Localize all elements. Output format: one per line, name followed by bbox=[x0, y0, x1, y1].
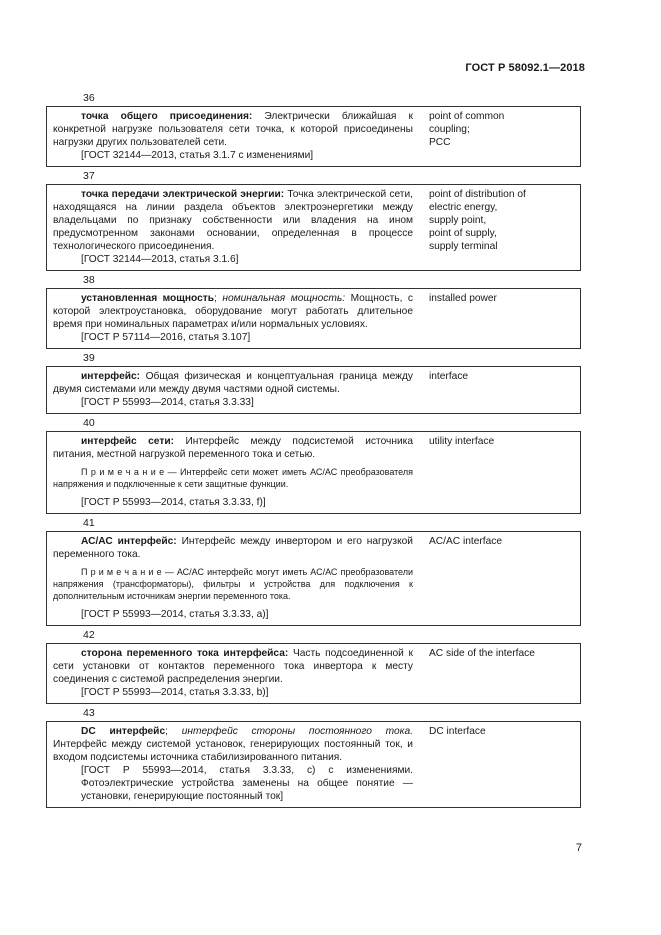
term-entry bbox=[46, 288, 581, 349]
source-reference: [ГОСТ Р 55993—2014, статья 3.3.33, с) с изменениями. Фотоэлектрические устройства заменены на общее понятие — установки, генерирующие постоянный ток] bbox=[81, 765, 413, 802]
note bbox=[53, 466, 413, 490]
term-definition-cell bbox=[47, 532, 417, 625]
english-term-cell bbox=[417, 289, 580, 348]
definition-text: Часть подсоединенной к сети установки от контактов переменного тока инвертора к месту соединения с системой распределения энергии. bbox=[53, 648, 413, 685]
definition-paragraph bbox=[53, 188, 413, 253]
english-term-cell bbox=[417, 532, 580, 625]
term-definition-cell bbox=[47, 185, 417, 270]
english-term-line: interface bbox=[429, 371, 469, 382]
english-term-cell bbox=[417, 722, 580, 807]
term-number: 36 bbox=[83, 92, 95, 104]
english-term-line: electric energy, bbox=[429, 202, 498, 213]
synonym-separator: ; bbox=[214, 293, 217, 304]
term-definition-cell bbox=[47, 432, 417, 513]
term-entry bbox=[46, 106, 581, 167]
english-term-cell bbox=[417, 107, 580, 166]
english-term-line: supply terminal bbox=[429, 241, 498, 252]
term-title: точка передачи электрической энергии: bbox=[81, 189, 285, 200]
term-synonym: интерфейс стороны постоянного тока. bbox=[181, 726, 413, 737]
definition-paragraph bbox=[53, 110, 413, 149]
term-entry bbox=[46, 721, 581, 808]
term-title: АС/АС интерфейс: bbox=[81, 536, 177, 547]
english-term-line: AC side of the interface bbox=[429, 648, 535, 659]
term-number: 37 bbox=[83, 170, 95, 182]
english-term-line: utility interface bbox=[429, 436, 495, 447]
term-title: сторона переменного тока интерфейса: bbox=[81, 648, 289, 659]
english-term-line: DC interface bbox=[429, 726, 486, 737]
term-definition-cell bbox=[47, 644, 417, 703]
term-definition-cell bbox=[47, 107, 417, 166]
english-term-line: point of distribution of bbox=[429, 189, 526, 200]
english-term-cell bbox=[417, 367, 580, 413]
note-label: П р и м е ч а н и е bbox=[81, 467, 165, 477]
term-definition-cell bbox=[47, 289, 417, 348]
term-synonym: номинальная мощность: bbox=[222, 293, 346, 304]
definition-paragraph bbox=[53, 435, 413, 461]
term-title: интерфейс: bbox=[81, 371, 141, 382]
source-reference: [ГОСТ Р 55993—2014, статья 3.3.33] bbox=[81, 397, 254, 408]
definition-text: Электрически ближайшая к конкретной нагрузке пользователя сети точка, к которой присоединены нагрузки других пользователей сети. bbox=[53, 111, 413, 148]
synonym-separator: ; bbox=[165, 726, 168, 737]
term-entry bbox=[46, 531, 581, 626]
source-reference: [ГОСТ Р 55993—2014, статья 3.3.33, f)] bbox=[81, 497, 266, 508]
term-title: интерфейс сети: bbox=[81, 436, 174, 447]
term-definition-cell bbox=[47, 722, 417, 807]
definition-text: Общая физическая и концептуальная граница между двумя системами или между двумя частями одной системы. bbox=[53, 371, 413, 395]
page-number: 7 bbox=[575, 842, 582, 854]
term-number: 38 bbox=[83, 274, 95, 286]
english-term-cell bbox=[417, 644, 580, 703]
term-title: установленная мощность bbox=[81, 293, 215, 304]
term-entry bbox=[46, 431, 581, 514]
english-term-line: coupling; bbox=[429, 124, 470, 135]
term-entry bbox=[46, 184, 581, 271]
definition-text: Интерфейс между системой установок, генерирующих постоянный ток, и входом подсистемы источника стабилизированного питания. bbox=[53, 739, 413, 763]
term-number: 42 bbox=[83, 629, 95, 641]
term-entry bbox=[46, 643, 581, 704]
english-term-line: point of common bbox=[429, 111, 505, 122]
definition-text: Интерфейс между подсистемой источника питания, местной нагрузкой переменного тока и сетью. bbox=[53, 436, 413, 460]
source-reference: [ГОСТ 32144—2013, статья 3.1.6] bbox=[81, 254, 239, 265]
definition-text: Интерфейс между инвертором и его нагрузкой переменного тока. bbox=[53, 536, 413, 560]
definition-paragraph bbox=[53, 370, 413, 396]
term-entry bbox=[46, 366, 581, 414]
definition-text: Мощность, с которой электроустановка, оборудование могут работать длительное время при номинальных параметрах и/или нормальных условиях. bbox=[53, 293, 413, 330]
term-number: 41 bbox=[83, 517, 95, 529]
term-title: DC интерфейс bbox=[81, 726, 166, 737]
note bbox=[53, 566, 413, 602]
term-title: точка общего присоединения: bbox=[81, 111, 253, 122]
english-term-line: AC/AC interface bbox=[429, 536, 503, 547]
source-reference: [ГОСТ Р 57114—2016, статья 3.107] bbox=[81, 332, 251, 343]
english-term-line: point of supply, bbox=[429, 228, 497, 239]
english-term-cell bbox=[417, 185, 580, 270]
note-text: — АС/АС интерфейс могут иметь АС/АС преобразователи напряжения (трансформаторы), фильтры и устройства для подключения к дополнительным источникам энергии переменного тока. bbox=[53, 567, 413, 601]
definition-paragraph bbox=[53, 647, 413, 686]
definition-paragraph bbox=[53, 535, 413, 561]
standard-header: ГОСТ Р 58092.1—2018 bbox=[465, 62, 585, 74]
definition-text: Точка электрической сети, находящаяся на линии раздела объектов электроэнергетики между владельцами по признаку собственности или владения на ином предусмотренном законами основании, определенная в процессе технологического присоединения. bbox=[53, 189, 413, 252]
source-reference: [ГОСТ 32144—2013, статья 3.1.7 с изменениями] bbox=[81, 150, 314, 161]
term-number: 43 bbox=[83, 707, 95, 719]
term-number: 40 bbox=[83, 417, 95, 429]
english-term-line: supply point, bbox=[429, 215, 487, 226]
note-label: П р и м е ч а н и е bbox=[81, 567, 162, 577]
source-reference: [ГОСТ Р 55993—2014, статья 3.3.33, а)] bbox=[81, 609, 269, 620]
english-term-cell bbox=[417, 432, 580, 513]
term-number: 39 bbox=[83, 352, 95, 364]
english-term-line: PCC bbox=[429, 137, 451, 148]
term-definition-cell bbox=[47, 367, 417, 413]
note-text: — Интерфейс сети может иметь АС/АС преобразователя напряжения и подключенные к сети защитные функции. bbox=[53, 467, 413, 489]
definition-paragraph bbox=[53, 725, 413, 764]
definition-paragraph bbox=[53, 292, 413, 331]
english-term-line: installed power bbox=[429, 293, 497, 304]
terms-table bbox=[46, 89, 581, 808]
source-reference: [ГОСТ Р 55993—2014, статья 3.3.33, b)] bbox=[81, 687, 269, 698]
